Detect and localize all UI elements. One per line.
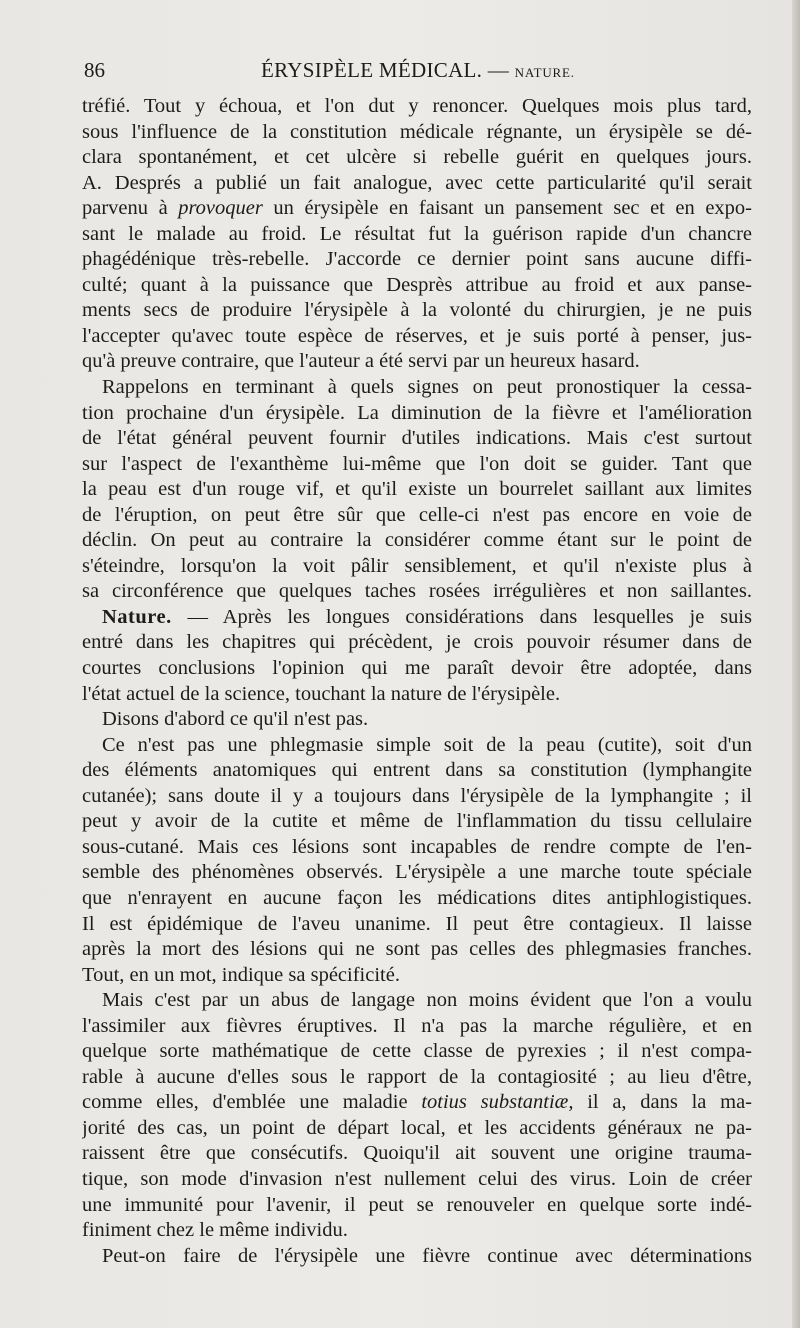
text-line: Tout, en un mot, indique sa spécificité. [82, 963, 400, 986]
text-line: cutanée); sans doute il y a toujours dans l'érysipèle de la lymphangite ; il [82, 784, 752, 807]
text-line: après la mort des lésions qui ne sont pas celles des phlegmasies franches. [82, 938, 752, 961]
italic-text: totius substantiæ, [421, 1091, 574, 1114]
text-line: sa circonférence que quelques taches rosées irrégulières et non saillantes. [82, 580, 752, 603]
text-line: raissent être que consécutifs. Quoiqu'il ait souvent une origine trauma- [82, 1142, 752, 1165]
text-span: un érysipèle en faisant un pansement sec et en expo- [273, 197, 752, 220]
text-line: déclin. On peut au contraire la considérer comme étant sur le point de [82, 529, 752, 552]
text-line [82, 605, 752, 631]
text-line: peut y avoir de la cutite et même de l'inflammation du tissu cellulaire [82, 810, 752, 833]
text-span: comme elles, d'emblée une maladie [82, 1091, 408, 1114]
running-title [261, 58, 575, 83]
text-line: semble des phénomènes observés. L'érysipèle a une marche toute spéciale [82, 861, 752, 884]
text-line: rable à aucune d'elles sous le rapport de la contagiosité ; au lieu d'être, [82, 1065, 752, 1088]
text-span: il a, dans la ma- [587, 1091, 752, 1114]
text-line: clara spontanément, et cet ulcère si rebelle guérit en quelques jours. [82, 146, 752, 169]
text-line: Rappelons en terminant à quels signes on peut pronostiquer la cessa- [102, 376, 752, 399]
text-span: parvenu à [82, 197, 168, 220]
text-line: entré dans les chapitres qui précèdent, je crois pouvoir résumer dans de [82, 631, 752, 654]
text-line: courtes conclusions l'opinion qui me paraît devoir être adoptée, dans [82, 657, 752, 680]
text-line: sous-cutané. Mais ces lésions sont incapables de rendre compte de l'en- [82, 835, 752, 858]
text-line: l'accepter qu'avec toute espèce de réserves, et je suis porté à penser, jus- [82, 324, 752, 347]
text-line: ments secs de produire l'érysipèle à la volonté du chirurgien, je ne puis [82, 299, 752, 322]
text-line: culté; quant à la puissance que Desprès attribue au froid et aux panse- [82, 273, 752, 296]
text-span: — Après les longues considérations dans lesquelles je suis [187, 605, 752, 628]
text-line: tréfié. Tout y échoua, et l'on dut y renoncer. Quelques mois plus tard, [82, 95, 752, 117]
text-line: que n'enrayent en aucune façon les médications dites antiphlogistiques. [82, 886, 752, 909]
text-line: Peut-on faire de l'érysipèle une fièvre continue avec déterminations [102, 1244, 752, 1267]
page-edge [792, 0, 800, 1328]
text-line: tique, son mode d'invasion n'est nullement celui des virus. Loin de créer [82, 1167, 752, 1190]
text-line: l'assimiler aux fièvres éruptives. Il n'a pas la marche régulière, et en [82, 1014, 752, 1037]
text-line: la peau est d'un rouge vif, et qu'il existe un bourrelet saillant aux limites [82, 478, 752, 501]
text-line: jorité des cas, un point de départ local, et les accidents généraux ne pa- [82, 1116, 752, 1139]
italic-text: provoquer [178, 197, 263, 220]
text-line: une immunité pour l'avenir, il peut se renouveler en quelque sorte indé- [82, 1193, 752, 1216]
text-line [82, 1090, 752, 1116]
running-title-main: ÉRYSIPÈLE MÉDICAL. [261, 58, 483, 82]
running-title-section: NATURE. [514, 65, 575, 80]
section-heading: Nature. [102, 605, 172, 628]
text-line: sant le malade au froid. Le résultat fut la guérison rapide d'un chancre [82, 222, 752, 245]
text-line: l'état actuel de la science, touchant la nature de l'érysipèle. [82, 682, 561, 705]
text-line: Ce n'est pas une phlegmasie simple soit de la peau (cutite), soit d'un [102, 733, 752, 756]
text-line: tion prochaine d'un érysipèle. La diminution de la fièvre et l'amélioration [82, 401, 752, 424]
running-title-dash: — [487, 58, 510, 82]
text-line: s'éteindre, lorsqu'on la voit pâlir sensiblement, et qu'il n'existe plus à [82, 554, 752, 577]
text-line: Mais c'est par un abus de langage non moins évident que l'on a voulu [102, 989, 752, 1012]
text-line: de l'état général peuvent fournir d'utiles indications. Mais c'est surtout [82, 427, 752, 450]
text-line: phagédénique très-rebelle. J'accorde ce dernier point sans aucune diffi- [82, 248, 752, 271]
text-line: sur l'aspect de l'exanthème lui-même que l'on doit se guider. Tant que [82, 452, 752, 475]
page-number: 86 [84, 58, 105, 82]
text-line: qu'à preuve contraire, que l'auteur a été servi par un heureux hasard. [82, 350, 640, 373]
body-text [82, 94, 752, 1269]
text-line: quelque sorte mathématique de cette classe de pyrexies ; il n'est compa- [82, 1040, 752, 1063]
text-line: Il est épidémique de l'aveu unanime. Il peut être contagieux. Il laisse [82, 912, 752, 935]
text-line: Disons d'abord ce qu'il n'est pas. [102, 708, 369, 731]
text-line: des éléments anatomiques qui entrent dans sa constitution (lymphangite [82, 759, 752, 782]
text-line: de l'éruption, on peut être sûr que celle-ci n'est pas encore en voie de [82, 503, 752, 526]
page-header [84, 58, 754, 84]
text-line: A. Després a publié un fait analogue, avec cette particularité qu'il serait [82, 171, 752, 194]
text-line [82, 196, 752, 222]
text-line: sous l'influence de la constitution médicale régnante, un érysipèle se dé- [82, 120, 752, 143]
text-line: finiment chez le même individu. [82, 1219, 348, 1242]
